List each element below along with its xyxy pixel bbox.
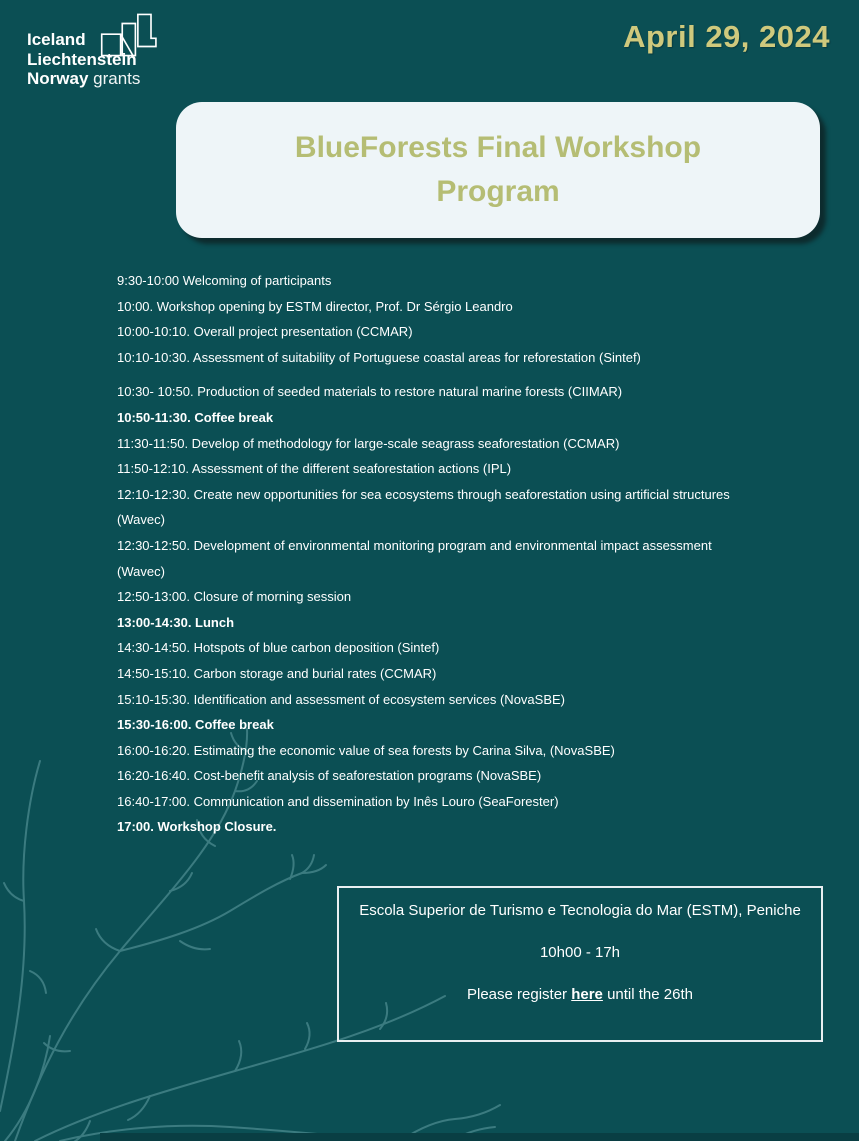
schedule-item: 10:30- 10:50. Production of seeded materials to restore natural marine forests (CIIMAR)	[117, 384, 623, 400]
register-here-link[interactable]: here	[571, 986, 603, 1003]
logo-text	[27, 30, 140, 89]
workshop-title: BlueForests Final Workshop Program	[294, 131, 702, 208]
schedule-item: 12:30-12:50. Development of environmental monitoring program and environmental impact assessment (Wavec)	[117, 537, 712, 579]
schedule-item: 11:50-12:10. Assessment of the different seaforestation actions (IPL)	[117, 461, 512, 477]
schedule-list	[117, 268, 757, 840]
schedule-item: 14:30-14:50. Hotspots of blue carbon deposition (Sintef)	[117, 640, 440, 656]
venue-hours: 10h00 - 17h	[539, 944, 621, 961]
schedule-item: 12:10-12:30. Create new opportunities for sea ecosystems through seaforestation using artificial structures (Wavec)	[117, 486, 730, 528]
logo-line-norway-grants: Norway grants	[27, 69, 141, 88]
schedule-item: 17:00. Workshop Closure.	[117, 819, 277, 835]
schedule-item: 16:00-16:20. Estimating the economic value of sea forests by Carina Silva, (NovaSBE)	[117, 742, 615, 758]
schedule-item: 11:30-11:50. Develop of methodology for large-scale seagrass seaforestation (CCMAR)	[117, 435, 620, 451]
schedule-item: 10:00. Workshop opening by ESTM director, Prof. Dr Sérgio Leandro	[117, 298, 513, 314]
schedule-item: 9:30-10:00 Welcoming of participants	[117, 273, 332, 288]
schedule-item: 16:20-16:40. Cost-benefit analysis of seaforestation programs (NovaSBE)	[117, 768, 542, 784]
register-prefix: Please register	[467, 986, 572, 1003]
schedule-item: 10:00-10:10. Overall project presentation (CCMAR)	[117, 324, 413, 340]
schedule-item: 14:50-15:10. Carbon storage and burial rates (CCMAR)	[117, 665, 437, 681]
schedule-item: 10:50-11:30. Coffee break	[117, 409, 274, 425]
logo-line-iceland: Iceland	[27, 30, 86, 49]
title-card	[176, 102, 820, 238]
eea-grants-logo	[27, 10, 227, 105]
schedule-item: 13:00-14:30. Lunch	[117, 614, 235, 630]
logo-line-liechtenstein: Liechtenstein	[27, 49, 137, 69]
register-line	[339, 984, 821, 1005]
schedule-item: 15:30-16:00. Coffee break	[117, 717, 274, 733]
schedule-item: 16:40-17:00. Communication and dissemination by Inês Louro (SeaForester)	[117, 793, 559, 809]
schedule-item: 10:10-10:30. Assessment of suitability of Portuguese coastal areas for reforestation (Sintef)	[117, 349, 641, 365]
venue-name: Escola Superior de Turismo e Tecnologia do Mar (ESTM), Peniche	[359, 902, 801, 919]
venue-card	[337, 886, 823, 1042]
schedule-item: 15:10-15:30. Identification and assessment of ecosystem services (NovaSBE)	[117, 691, 565, 707]
footer-strip	[100, 1133, 859, 1141]
date-label: April 29, 2024	[623, 19, 830, 54]
register-suffix: until the 26th	[602, 986, 693, 1003]
schedule-item: 12:50-13:00. Closure of morning session	[117, 589, 352, 605]
